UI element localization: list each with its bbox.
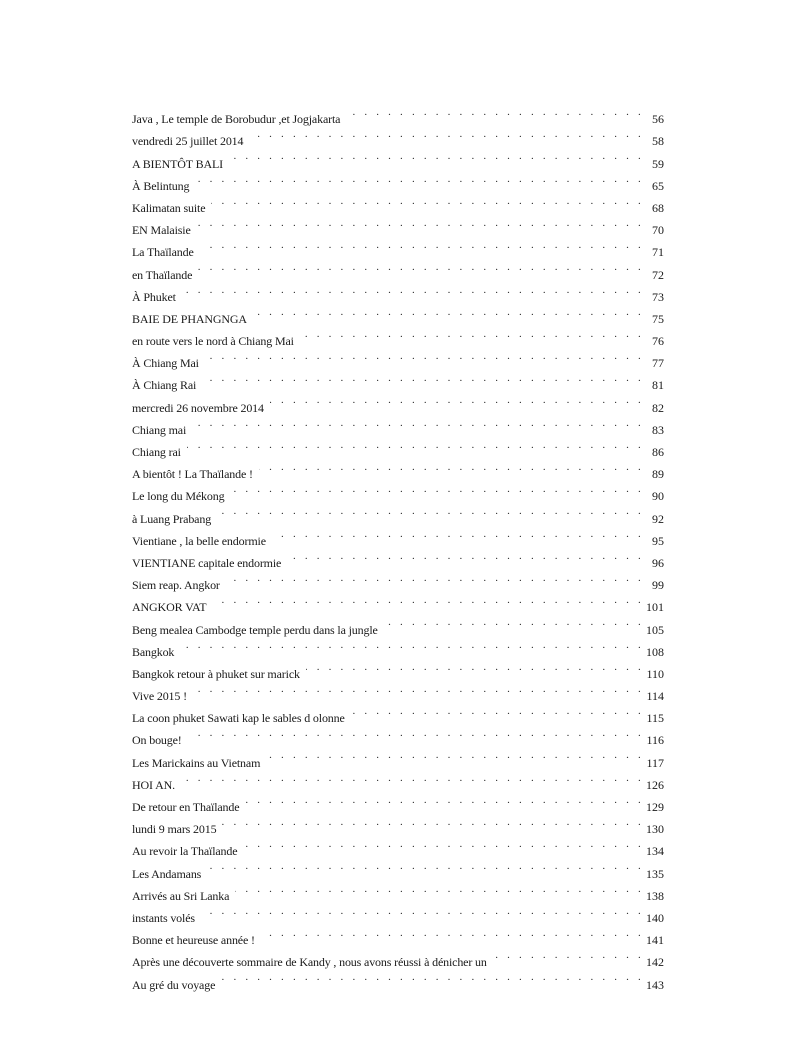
toc-page-number: 129 — [646, 800, 664, 814]
toc-entry[interactable] — [132, 700, 664, 726]
toc-entry[interactable] — [132, 878, 664, 903]
toc-entry-title: Bangkok — [132, 644, 175, 659]
toc-page-number: 95 — [652, 533, 664, 548]
toc-dot-leader — [211, 190, 644, 212]
toc-page-number: 59 — [652, 156, 664, 171]
toc-entry-title: ANGKOR VAT — [132, 600, 207, 615]
toc-page-number: 92 — [652, 511, 664, 526]
toc-page-number: 126 — [646, 777, 664, 792]
toc-entry[interactable] — [132, 722, 664, 748]
toc-entry-title: À Belintung — [132, 178, 190, 193]
toc-entry-title: Les Andamans — [132, 866, 202, 881]
toc-entry[interactable] — [132, 634, 664, 659]
toc-dot-leader — [195, 168, 644, 190]
toc-dot-leader — [221, 966, 644, 988]
toc-page-number: 83 — [652, 422, 664, 437]
toc-dot-leader — [235, 878, 644, 900]
toc-dot-leader — [187, 434, 644, 456]
toc-entry-title: en route vers le nord à Chiang Mai — [132, 334, 294, 349]
toc-page-number: 105 — [646, 622, 664, 637]
toc-dot-leader — [212, 589, 644, 611]
toc-entry[interactable] — [132, 190, 664, 215]
toc-page-number: 134 — [646, 844, 664, 859]
toc-dot-leader — [230, 478, 644, 500]
toc-entry-title: Kalimatan suite — [132, 200, 206, 215]
toc-dot-leader — [261, 922, 644, 944]
toc-dot-leader — [198, 256, 644, 278]
toc-entry-title: Après une découverte sommaire de Kandy , nous avons réussi à dénicher un — [132, 955, 487, 970]
toc-dot-leader — [180, 634, 644, 656]
toc-page-number: 71 — [652, 245, 664, 260]
toc-entry[interactable] — [132, 434, 664, 459]
toc-page-number: 72 — [652, 267, 664, 282]
toc-page-number: 142 — [646, 955, 664, 970]
toc-entry-title: A bientôt ! La Thaïlande ! — [132, 467, 253, 482]
toc-page-number: 68 — [652, 200, 664, 215]
toc-entry-title: À Chiang Rai — [132, 378, 197, 393]
toc-entry-title: instants volés — [132, 910, 195, 925]
toc-page-number: 58 — [652, 134, 664, 149]
toc-entry[interactable] — [132, 922, 664, 948]
toc-entry[interactable] — [132, 279, 664, 304]
toc-entry-title: en Thaïlande — [132, 267, 193, 282]
toc-entry[interactable] — [132, 345, 664, 371]
toc-entry[interactable] — [132, 678, 664, 704]
toc-entry-title: De retour en Thaïlande — [132, 800, 240, 814]
toc-entry[interactable] — [132, 900, 664, 925]
toc-page-number: 114 — [646, 689, 664, 704]
toc-dot-leader — [226, 567, 644, 589]
toc-dot-leader — [181, 767, 644, 789]
toc-page-number: 90 — [652, 489, 664, 504]
toc-entry-title: Arrivés au Sri Lanka — [132, 888, 230, 903]
toc-page-number: 110 — [646, 666, 664, 681]
toc-dot-leader — [300, 323, 644, 345]
toc-page-number: 86 — [652, 445, 664, 459]
toc-dot-leader — [207, 855, 644, 877]
toc-page-number: 140 — [646, 910, 664, 925]
toc-dot-leader — [200, 234, 644, 256]
toc-entry[interactable] — [132, 456, 664, 482]
toc-entry[interactable] — [132, 789, 664, 814]
toc-entry-title: Bonne et heureuse année ! — [132, 933, 255, 948]
toc-page-number: 116 — [646, 733, 664, 748]
toc-dot-leader — [245, 789, 644, 811]
toc-dot-leader — [229, 145, 644, 167]
toc-page-number: 77 — [652, 356, 664, 371]
toc-entry-title: Siem reap. Angkor — [132, 578, 220, 593]
toc-dot-leader — [272, 523, 644, 545]
toc-entry-title: Vive 2015 ! — [132, 689, 187, 704]
table-of-contents — [132, 101, 664, 992]
toc-page-number: 75 — [652, 311, 664, 326]
toc-page-number: 117 — [646, 755, 664, 770]
toc-entry[interactable] — [132, 168, 664, 193]
toc-page-number: 130 — [646, 822, 664, 837]
toc-entry-title: Au revoir la Thaïlande — [132, 844, 238, 859]
toc-entry[interactable] — [132, 412, 664, 437]
toc-dot-leader — [493, 944, 644, 966]
toc-page-number: 82 — [652, 400, 664, 415]
toc-page-number: 89 — [652, 467, 664, 482]
toc-entry-title: Chiang rai — [132, 445, 181, 459]
toc-entry[interactable] — [132, 101, 664, 127]
toc-page-number: 135 — [646, 866, 664, 881]
toc-entry[interactable] — [132, 212, 664, 238]
toc-dot-leader — [205, 345, 644, 367]
toc-entry[interactable] — [132, 301, 664, 326]
toc-entry-title: Vientiane , la belle endormie — [132, 533, 266, 548]
toc-entry-title: mercredi 26 novembre 2014 — [132, 400, 264, 415]
toc-page-number: 96 — [652, 555, 664, 570]
toc-entry[interactable] — [132, 234, 664, 260]
toc-entry[interactable] — [132, 589, 664, 615]
toc-dot-leader — [270, 389, 644, 411]
toc-page-number: 115 — [646, 711, 664, 726]
toc-page-number: 76 — [652, 334, 664, 349]
toc-page-number: 138 — [646, 888, 664, 903]
toc-entry[interactable] — [132, 855, 664, 881]
toc-page-number: 73 — [652, 289, 664, 304]
toc-entry-title: Au gré du voyage — [132, 977, 216, 992]
toc-dot-leader — [217, 500, 644, 522]
toc-dot-leader — [306, 656, 644, 678]
toc-entry-title: À Chiang Mai — [132, 356, 199, 371]
toc-entry-title: VIENTIANE capitale endormie — [132, 555, 282, 570]
toc-page-number: 101 — [646, 600, 664, 615]
toc-entry-title: BAIE DE PHANGNGA — [132, 311, 247, 326]
toc-entry[interactable] — [132, 256, 664, 282]
toc-entry-title: à Luang Prabang — [132, 511, 212, 526]
toc-dot-leader — [222, 811, 644, 833]
toc-page-number: 99 — [652, 578, 664, 593]
toc-entry[interactable] — [132, 367, 664, 393]
toc-dot-leader — [188, 722, 644, 744]
toc-entry-title: vendredi 25 juillet 2014 — [132, 134, 244, 149]
toc-entry-title: A BIENTÔT BALI — [132, 156, 224, 171]
toc-entry-title: La coon phuket Sawati kap le sables d olonne — [132, 711, 345, 726]
toc-entry-title: Bangkok retour à phuket sur marick — [132, 666, 300, 681]
toc-dot-leader — [197, 212, 644, 234]
toc-dot-leader — [266, 744, 644, 766]
toc-dot-leader — [287, 545, 644, 567]
toc-dot-leader — [351, 700, 644, 722]
toc-dot-leader — [192, 412, 644, 434]
toc-dot-leader — [243, 833, 644, 855]
toc-dot-leader — [249, 123, 644, 145]
toc-dot-leader — [193, 678, 644, 700]
toc-entry-title: HOI AN. — [132, 777, 175, 792]
toc-dot-leader — [384, 611, 644, 633]
toc-page-number: 56 — [652, 112, 664, 127]
toc-entry[interactable] — [132, 744, 664, 770]
toc-page-number: 70 — [652, 223, 664, 238]
toc-page-number: 141 — [646, 933, 664, 948]
toc-entry-title: La Thaïlande — [132, 245, 194, 260]
toc-dot-leader — [182, 279, 644, 301]
toc-entry-title: lundi 9 mars 2015 — [132, 822, 217, 837]
toc-page-number: 81 — [652, 378, 664, 393]
toc-entry-title: Les Marickains au Vietnam — [132, 755, 261, 770]
toc-dot-leader — [201, 900, 644, 922]
toc-dot-leader — [202, 367, 644, 389]
toc-dot-leader — [346, 101, 644, 123]
toc-dot-leader — [259, 456, 644, 478]
toc-entry-title: Chiang mai — [132, 422, 187, 437]
toc-entry[interactable] — [132, 656, 664, 681]
toc-page-number: 108 — [646, 644, 664, 659]
toc-entry-title: Java , Le temple de Borobudur ,et Jogjakarta — [132, 112, 341, 127]
toc-page-number: 65 — [652, 178, 664, 193]
toc-entry-title: Le long du Mékong — [132, 489, 225, 504]
toc-entry[interactable] — [132, 389, 664, 415]
toc-entry-title: EN Malaisie — [132, 223, 191, 238]
toc-page-number: 143 — [646, 977, 664, 992]
toc-entry-title: On bouge! — [132, 733, 182, 748]
toc-entry-title: À Phuket — [132, 289, 176, 304]
toc-entry-title: Beng mealea Cambodge temple perdu dans la jungle — [132, 622, 378, 637]
toc-entry[interactable] — [132, 767, 664, 792]
toc-dot-leader — [253, 301, 644, 323]
